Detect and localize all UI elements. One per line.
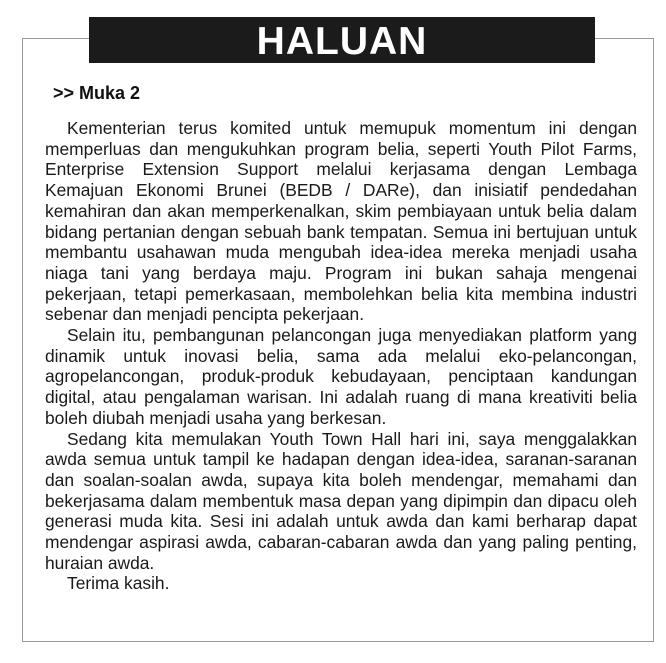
paragraph-2: Selain itu, pembangunan pelancongan juga menyediakan platform yang dinamik untuk inovasi belia, sama ada melalui eko-pelancongan, agropelancongan, produk-produk kebudayaan, penciptaan kandungan digital, atau pengalaman warisan. Ini adalah ruang di mana kreativiti belia boleh diubah menjadi usaha yang berkesan. (45, 325, 637, 428)
paragraph-1: Kementerian terus komited untuk memupuk momentum ini dengan memperluas dan mengukuhkan program belia, seperti Youth Pilot Farms, Enterprise Extension Support melalui kerjasama dengan Lembaga Kemajuan Ekonomi Brunei (BEDB / DARe), dan inisiatif pendedahan kemahiran dan akan memperkenalkan, skim pembiayaan untuk belia dalam bidang pertanian dengan sebuah bank tempatan. Semua ini bertujuan untuk membantu usahawan muda mengubah idea-idea mereka menjadi usaha niaga tani yang berdaya maju. Program ini bukan sahaja mengenai pekerjaan, tetapi pemerkasaan, membolehkan belia kita membina industri sebenar dan menjadi pencipta pekerjaan. (45, 118, 637, 325)
banner-title: HALUAN (256, 19, 428, 63)
article-body (45, 118, 637, 594)
page-reference: >> Muka 2 (53, 83, 141, 103)
header-banner (89, 17, 595, 63)
paragraph-3: Sedang kita memulakan Youth Town Hall hari ini, saya menggalakkan awda semua untuk tampil ke hadapan dengan idea-idea, saranan-saranan dan soalan-soalan awda, supaya kita boleh mendengar, memahami dan bekerjasama dalam membentuk masa depan yang dipimpin dan dipacu oleh generasi muda kita. Sesi ini adalah untuk awda dan kami berharap dapat mendengar aspirasi awda, cabaran-cabaran awda dan yang paling penting, huraian awda. (45, 428, 637, 573)
paragraph-4: Terima kasih. (67, 573, 170, 594)
